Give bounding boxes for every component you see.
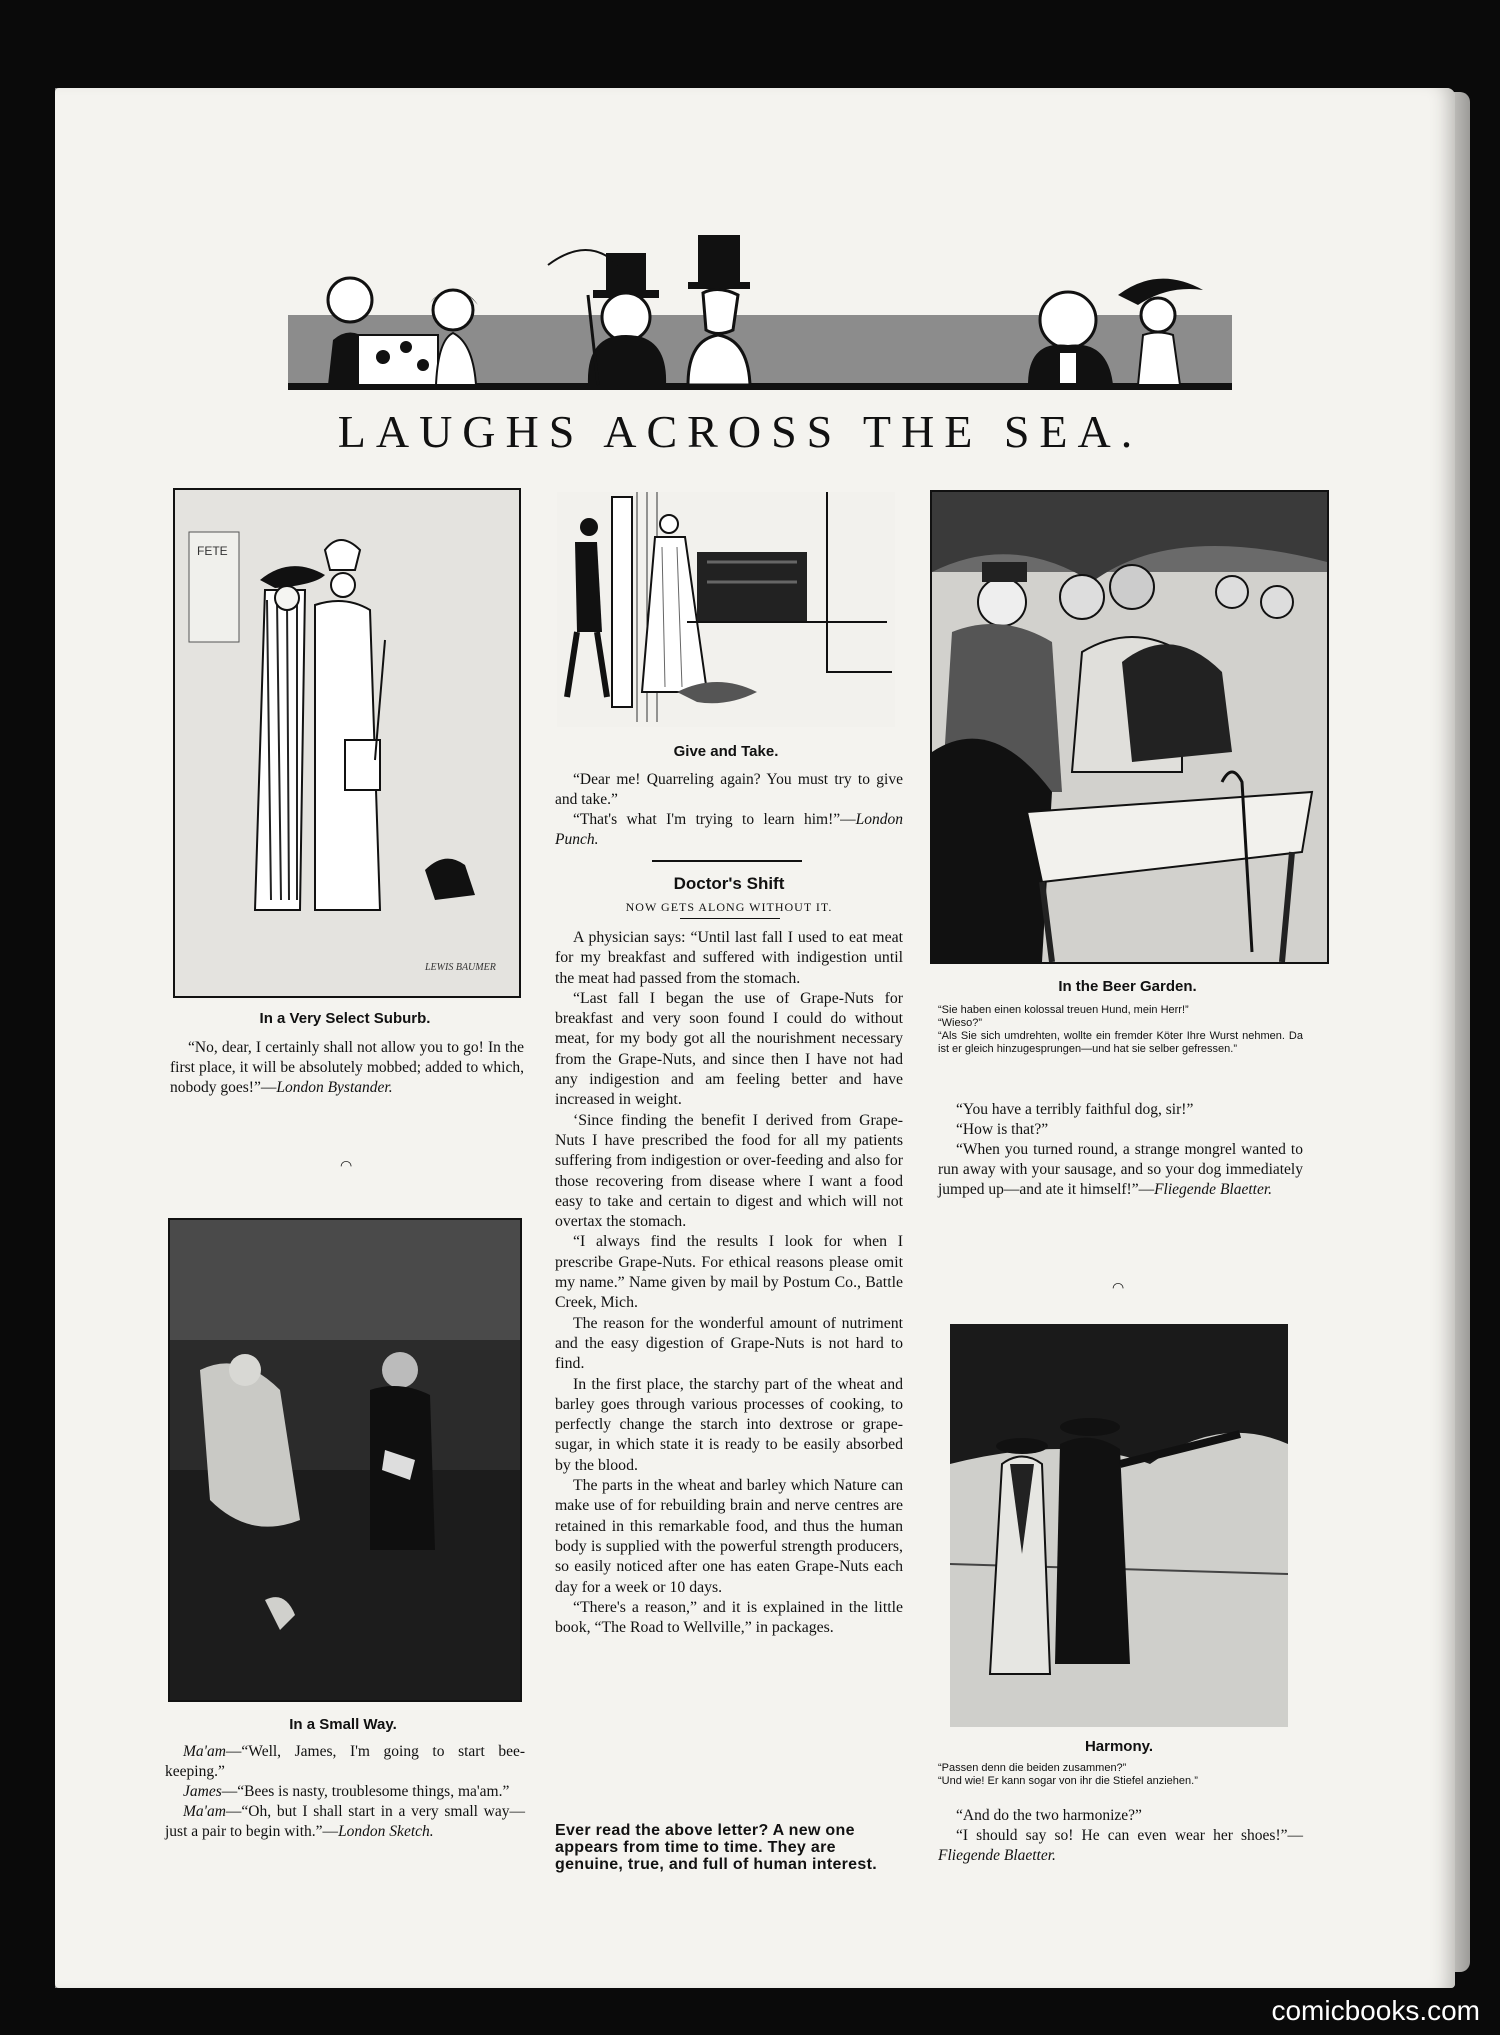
header-caricature-banner	[288, 235, 1232, 390]
cartoon-small-way	[168, 1218, 522, 1702]
page-title: LAUGHS ACROSS THE SEA.	[337, 406, 1143, 457]
ad-subtitle: NOW GETS ALONG WITHOUT IT.	[625, 900, 833, 914]
joke-beer-garden: “You have a terribly faithful dog, sir!” “How is that?” “When you turned round, a strange mongrel wanted to run away with your sausage, and so your dog immediately jumped up—and ate it himself!”—Fliegende Blaetter.	[938, 1101, 1303, 1198]
ad-body: A physician says: “Until last fall I used to eat meat for my breakfast and suffered with indigestion until the meat had passed from the stomach. “Last fall I began the use of Grape-Nuts for breakfast and very soon found I could do without meat, for my body got all the nourishment necessary from the Grape-Nuts, and since then I have not had any indigestion and am feeling better and have increased in weight. ‘Since finding the benefit I derived from Grape-Nuts I have prescribed the food for all my patients suffering from indigestion or over-feeding and also for those recovering from disease where I want a food easy to take and certain to digest and which will not overtax the stomach. “I always find the results I look for when I prescribe Grape-Nuts. For ethical reasons please omit my name.” Name given by mail by Postum Co., Battle Creek, Mich. The reason for the wonderful amount of nutriment and the easy digestion of Grape-Nuts is not hard to find. In the first place, the starchy part of the wheat and barley goes through various processes of cooking, to perfectly change the starch into dextrose or grape-sugar, in which state it is ready to be easily absorbed by the blood. The parts in the wheat and barley which Nature can make use of for rebuilding brain and nerve centres are retained in this remarkable food, and thus the human body is supplied with the powerful strength producers, so easily noticed after one has eaten Grape-Nuts each day for a week or 10 days. “There's a reason,” and it is explained in the little book, “The Road to Wellville,” in packages.	[555, 929, 903, 1637]
ornament: ◠	[340, 1159, 353, 1174]
joke-small-way: Ma'am—“Well, James, I'm going to start bee-keeping.” James—“Bees is nasty, troublesome things, ma'am.” Ma'am—“Oh, but I shall start in a very small way—just a pair to begin with.”—London Sketch.	[165, 1743, 525, 1840]
cartoon-beer-garden	[930, 490, 1329, 964]
cartoon-harmony	[950, 1324, 1288, 1727]
fete-sign-text: FETE	[197, 544, 228, 558]
caption-harmony: Harmony.	[1084, 1738, 1154, 1755]
artist-signature: LEWIS BAUMER	[425, 962, 496, 973]
cartoon-very-select-suburb	[173, 488, 521, 998]
joke-harmony: “And do the two harmonize?” “I should say so! He can even wear her shoes!”—Fliegende Blaetter.	[938, 1807, 1303, 1864]
divider	[652, 860, 802, 862]
caption-very-select-suburb: In a Very Select Suburb.	[259, 1010, 431, 1027]
ad-promo-text: Ever read the above letter? A new one appears from time to time. They are genuine, true, and full of human interest.	[555, 1822, 877, 1873]
cartoon-give-and-take	[557, 492, 895, 727]
caption-beer-garden: In the Beer Garden.	[1058, 978, 1197, 995]
divider-small	[680, 918, 780, 919]
german-text-beer-garden: “Sie haben einen kolossal treuen Hund, mein Herr!” “Wieso?” “Als Sie sich umdrehten, wollte ein fremder Köter Ihre Wurst nehmen. Da ist er gleich hinzugesprungen—und hat sie selber gefressen.”	[938, 1004, 1303, 1055]
joke-very-select-suburb: “No, dear, I certainly shall not allow you to go! In the first place, it will be absolutely mobbed; added to which, nobody goes!”—London Bystander.	[170, 1039, 524, 1096]
caption-small-way: In a Small Way.	[289, 1716, 397, 1733]
site-watermark: comicbooks.com	[1271, 1995, 1480, 2026]
ad-title: Doctor's Shift	[673, 874, 785, 893]
ornament: ◠	[1112, 1281, 1125, 1296]
german-text-harmony: “Passen denn die beiden zusammen?” “Und wie! Er kann sogar von ihr die Stiefel anziehen.”	[938, 1762, 1198, 1787]
caption-give-and-take: Give and Take.	[673, 743, 779, 760]
joke-give-and-take: “Dear me! Quarreling again? You must try to give and take.” “That's what I'm trying to learn him!”—London Punch.	[555, 771, 903, 848]
